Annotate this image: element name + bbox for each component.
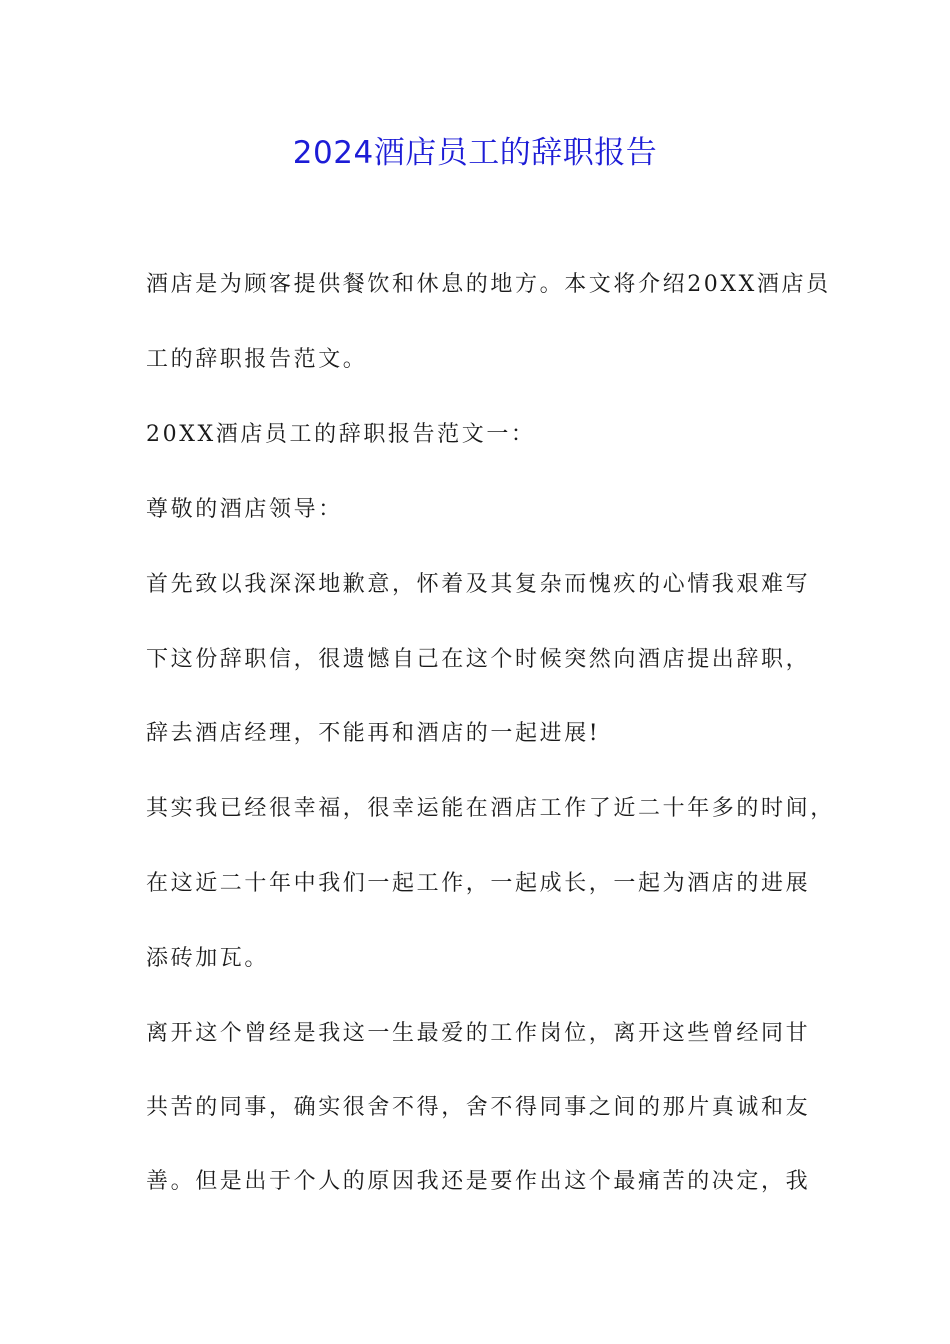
body-line-2: 工的辞职报告范文。 [146, 347, 368, 372]
body-line-6: 下这份辞职信，很遗憾自己在这个时候突然向酒店提出辞职， [146, 647, 811, 672]
body-line-11: 离开这个曾经是我这一生最爱的工作岗位，离开这些曾经同甘 [146, 1021, 811, 1046]
body-line-7: 辞去酒店经理，不能再和酒店的一起进展! [146, 721, 601, 746]
body-line-4: 尊敬的酒店领导： [146, 497, 343, 522]
body-line-9: 在这近二十年中我们一起工作，一起成长，一起为酒店的进展 [146, 871, 811, 896]
body-line-8: 其实我已经很幸福，很幸运能在酒店工作了近二十年多的时间， [146, 796, 835, 821]
body-line-3: 20XX酒店员工的辞职报告范文一： [146, 422, 536, 447]
body-line-12: 共苦的同事，确实很舍不得，舍不得同事之间的那片真诚和友 [146, 1095, 811, 1120]
page-title: 2024酒店员工的辞职报告 [292, 135, 658, 171]
body-line-1: 酒店是为顾客提供餐饮和休息的地方。本文将介绍20XX酒店员 [146, 272, 831, 297]
body-line-10: 添砖加瓦。 [146, 946, 270, 971]
body-line-13: 善。但是出于个人的原因我还是要作出这个最痛苦的决定，我 [146, 1169, 811, 1194]
body-line-5: 首先致以我深深地歉意，怀着及其复杂而愧疚的心情我艰难写 [146, 572, 811, 597]
